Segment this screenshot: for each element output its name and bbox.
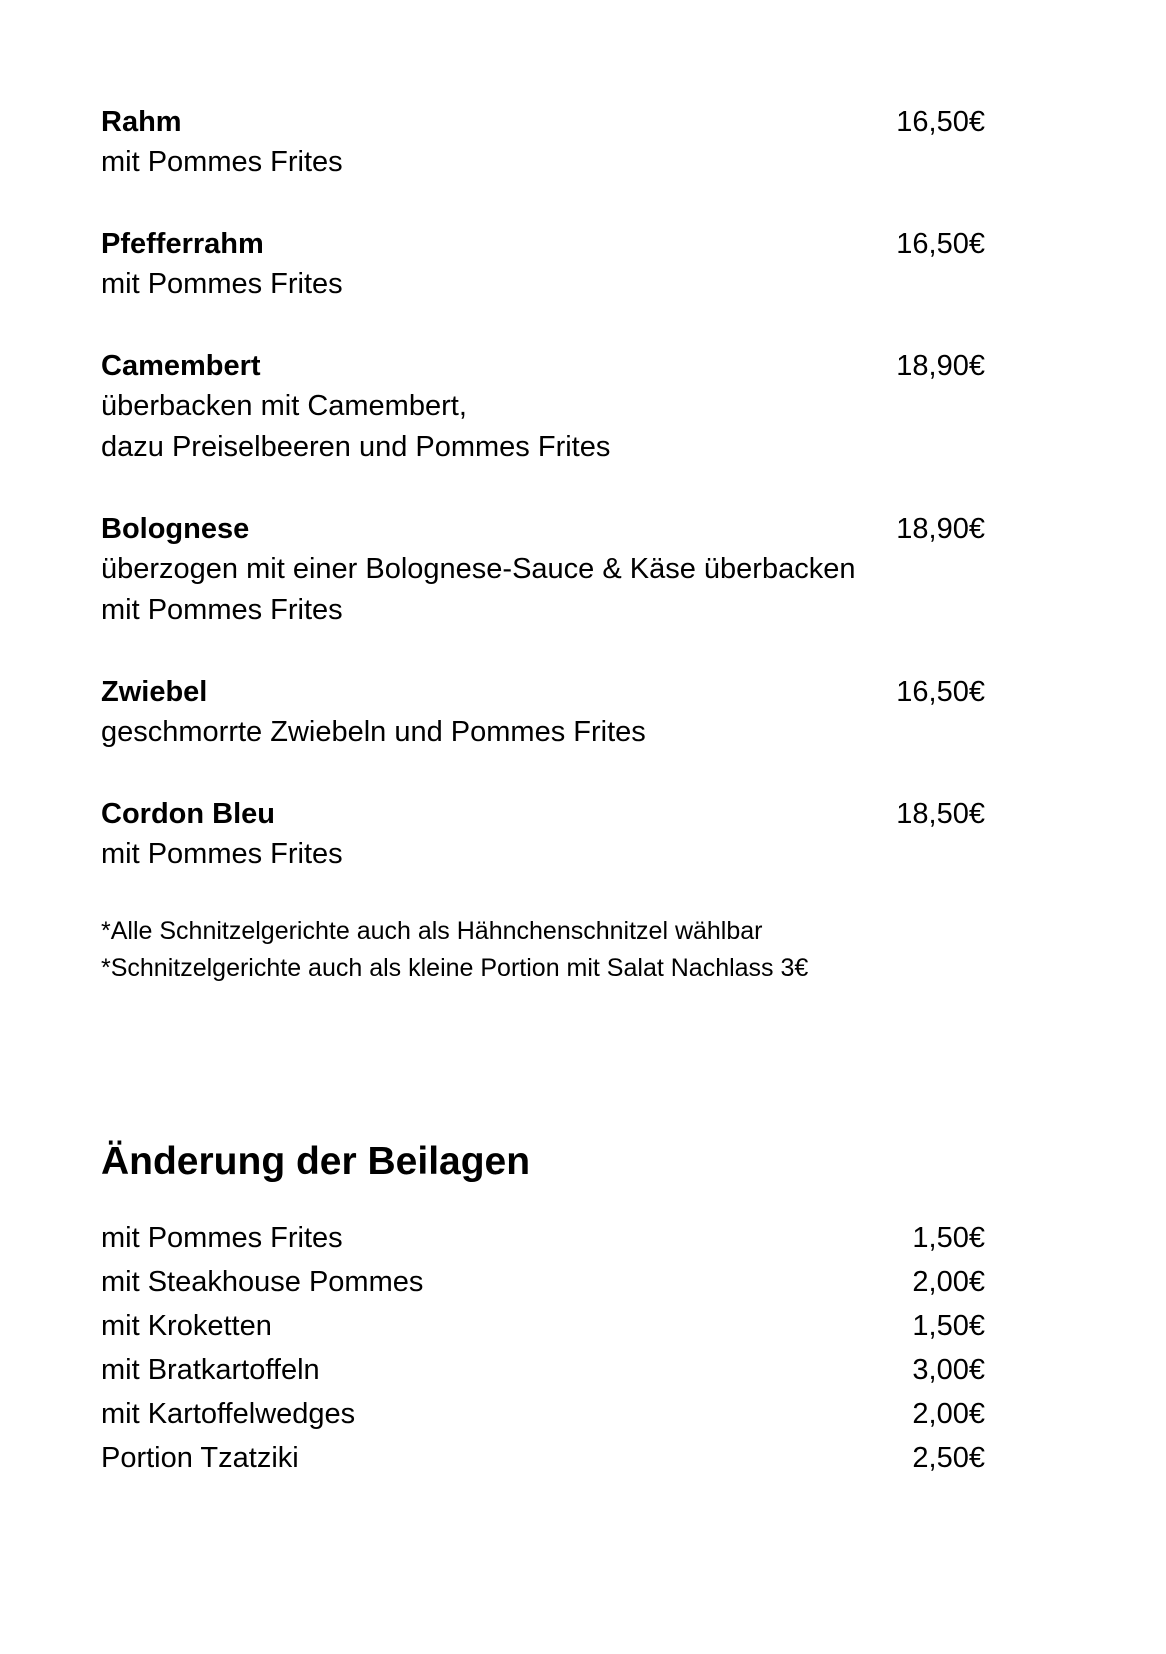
list-item	[101, 1392, 985, 1436]
dish-item	[101, 346, 985, 468]
dish-name: Rahm	[101, 106, 182, 138]
dish-description: mit Pommes Frites	[101, 146, 343, 178]
dish-header	[101, 509, 985, 549]
side-name: mit Kroketten	[101, 1310, 272, 1342]
list-item	[101, 1260, 985, 1304]
dish-price: 16,50€	[896, 676, 985, 708]
menu-notes	[101, 913, 1001, 987]
dish-header	[101, 102, 985, 142]
dish-item	[101, 224, 985, 305]
dish-header	[101, 224, 985, 264]
side-price: 1,50€	[912, 1310, 985, 1342]
side-name: mit Kartoffelwedges	[101, 1398, 356, 1430]
side-name: mit Bratkartoffeln	[101, 1354, 320, 1386]
dish-price: 18,50€	[896, 798, 985, 830]
note-chicken-option: *Alle Schnitzelgerichte auch als Hähnchenschnitzel wählbar	[101, 917, 763, 945]
list-item	[101, 1216, 985, 1260]
dish-description: überzogen mit einer Bolognese-Sauce & Käse überbacken	[101, 553, 856, 585]
sides-list	[101, 1216, 985, 1480]
side-price: 1,50€	[912, 1222, 985, 1254]
dish-item	[101, 102, 985, 183]
dish-name: Bolognese	[101, 513, 250, 545]
side-name: mit Pommes Frites	[101, 1222, 343, 1254]
dish-description: dazu Preiselbeeren und Pommes Frites	[101, 431, 611, 463]
section-title-sides: Änderung der Beilagen	[101, 1140, 531, 1183]
note-small-portion: *Schnitzelgerichte auch als kleine Portion mit Salat Nachlass 3€	[101, 954, 809, 982]
dish-description: überbacken mit Camembert,	[101, 390, 467, 422]
dish-header	[101, 346, 985, 386]
dish-description: mit Pommes Frites	[101, 594, 343, 626]
dish-header	[101, 672, 985, 712]
dish-price: 18,90€	[896, 350, 985, 382]
dish-price: 16,50€	[896, 228, 985, 260]
dish-header	[101, 794, 985, 834]
dish-price: 18,90€	[896, 513, 985, 545]
dish-item	[101, 672, 985, 753]
list-item	[101, 1304, 985, 1348]
side-name: mit Steakhouse Pommes	[101, 1266, 424, 1298]
dish-description: geschmorrte Zwiebeln und Pommes Frites	[101, 716, 646, 748]
dish-item	[101, 509, 985, 631]
dish-name: Camembert	[101, 350, 261, 382]
side-price: 2,50€	[912, 1442, 985, 1474]
dish-name: Cordon Bleu	[101, 798, 275, 830]
dish-description: mit Pommes Frites	[101, 838, 343, 870]
dish-description: mit Pommes Frites	[101, 268, 343, 300]
list-item	[101, 1436, 985, 1480]
dish-item	[101, 794, 985, 875]
side-price: 3,00€	[912, 1354, 985, 1386]
side-price: 2,00€	[912, 1398, 985, 1430]
dish-name: Pfefferrahm	[101, 228, 264, 260]
list-item	[101, 1348, 985, 1392]
side-name: Portion Tzatziki	[101, 1442, 299, 1474]
dish-name: Zwiebel	[101, 676, 208, 708]
side-price: 2,00€	[912, 1266, 985, 1298]
dish-price: 16,50€	[896, 106, 985, 138]
